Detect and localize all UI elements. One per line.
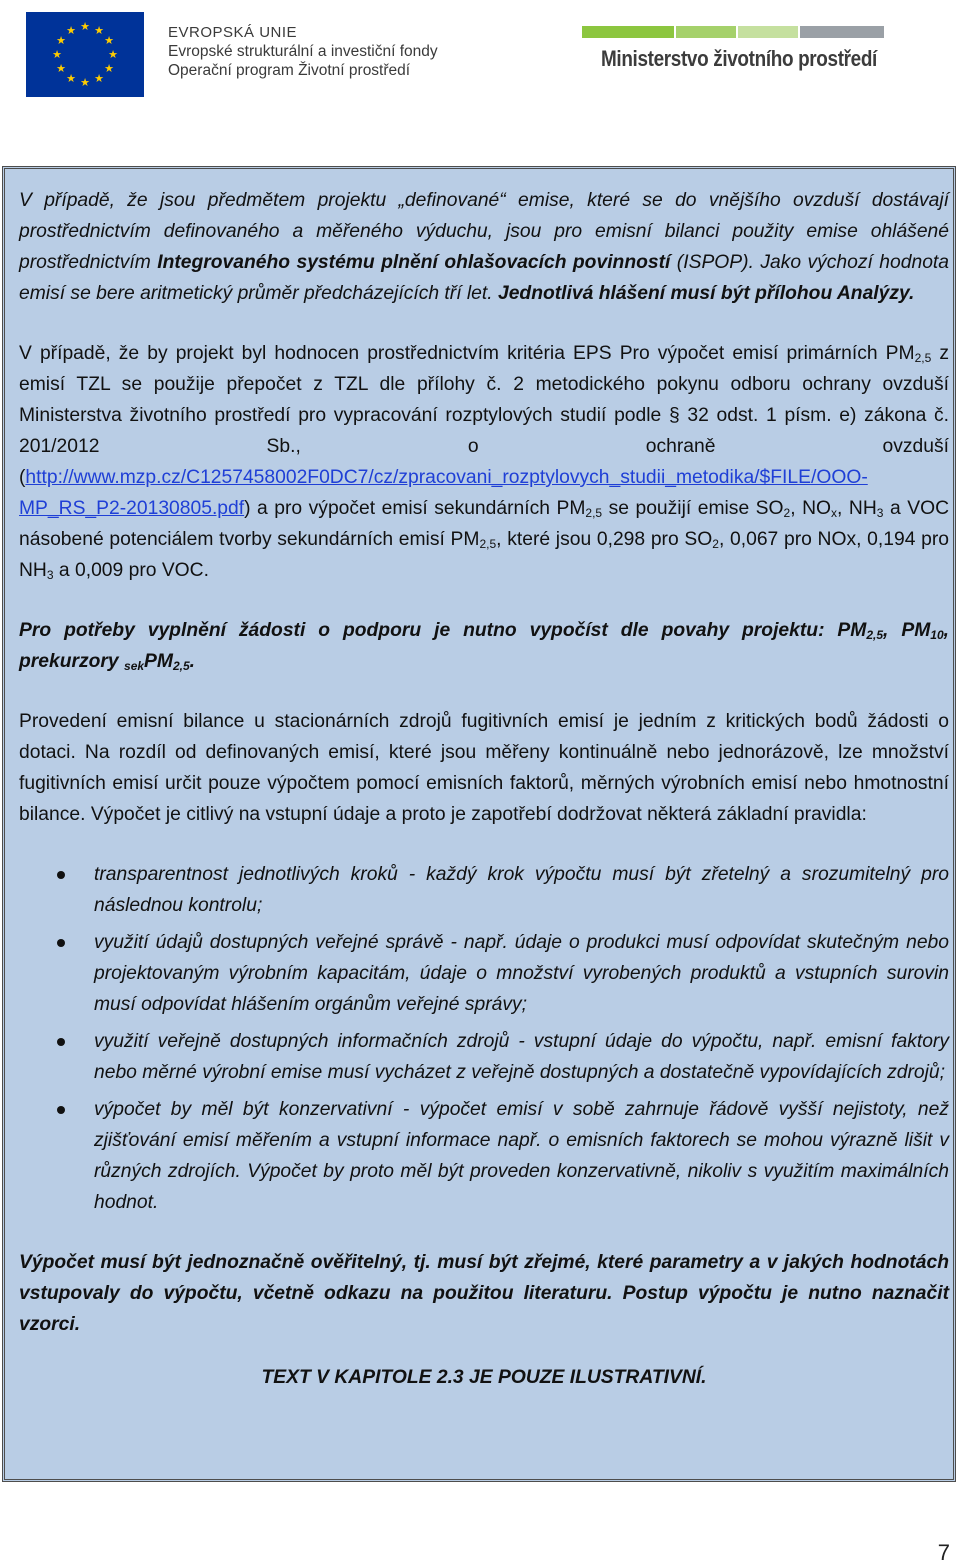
- p3-sub-2: 10: [930, 628, 944, 642]
- p2-sub-1: 2,5: [914, 351, 932, 365]
- svg-text:★: ★: [80, 76, 90, 89]
- eu-stars-icon: [26, 12, 144, 97]
- list-item: využití údajů dostupných veřejné správě - např. údaje o produkci musí odpovídat skutečným nebo projektovaným výrobním kapacitám, údaje o množství vyrobených produktů a vstupních surovin musí odpovídat hlášením orgánům veřejné správy;: [19, 927, 949, 1020]
- p1-bold-1: Integrovaného systému plnění ohlašovacích povinností: [157, 252, 671, 273]
- paragraph-2: [19, 338, 949, 586]
- list-item: výpočet by měl být konzervativní - výpočet emisí v sobě zahrnuje řádově vyšší nejistoty, než zjišťování emisí měřením a vstupní informace např. o emisních faktorech se mohou výrazně lišit v různých zdrojích. Výpočet by proto měl být proveden konzervativně, nikoliv s využitím maximálních hodnot.: [19, 1094, 949, 1218]
- p3-text-1: Pro potřeby vyplnění žádosti o podporu je nutno vypočíst dle povahy projektu: PM: [19, 620, 867, 641]
- svg-text:★: ★: [80, 20, 90, 33]
- paragraph-1: [19, 185, 949, 309]
- p2-text-3: ) a pro výpočet emisí sekundárních PM: [244, 498, 586, 519]
- p3-text-3: , prekurzory: [19, 620, 949, 672]
- p2-sub-4: x: [831, 506, 838, 520]
- p2-text-10: a 0,009 pro VOC.: [53, 560, 209, 581]
- p2-sub-3: 2: [783, 506, 791, 520]
- content-text: [19, 185, 949, 1422]
- eu-flag-logo: [26, 12, 144, 97]
- p3-text-2: , PM: [883, 620, 931, 641]
- p2-sub-2: 2,5: [585, 506, 603, 520]
- svg-text:★: ★: [94, 24, 104, 37]
- p2-text-9: , 0,067 pro NOx, 0,194 pro NH: [19, 529, 949, 581]
- p3-text-5: .: [189, 651, 196, 672]
- ministry-color-bars: [582, 26, 884, 38]
- p2-text-1: V případě, že by projekt byl hodnocen prostřednictvím kritéria EPS Pro výpočet emisí primárních PM: [19, 343, 915, 364]
- p3-text-4: PM: [144, 651, 173, 672]
- list-item: transparentnost jednotlivých kroků - každý krok výpočtu musí být zřetelný a srozumitelný pro následnou kontrolu;: [19, 859, 949, 921]
- p1-bold-2: Jednotlivá hlášení musí být přílohou Analýzy.: [497, 283, 915, 304]
- eu-line-3: Operační program Životní prostředí: [168, 62, 411, 79]
- list-item: využití veřejně dostupných informačních zdrojů - vstupní údaje do výpočtu, např. emisní faktory nebo měrné výrobní emise musí vycházet z veřejně dostupných a dostatečně vypovídajících zdrojů;: [19, 1026, 949, 1088]
- page-number: 7: [937, 1540, 950, 1565]
- p2-sub-5: 3: [876, 506, 884, 520]
- p3-sub-1: 2,5: [866, 628, 884, 642]
- rules-list: [19, 859, 949, 1218]
- svg-text:★: ★: [66, 24, 76, 37]
- p2-sub-7: 2: [712, 537, 719, 551]
- svg-text:★: ★: [94, 72, 104, 85]
- p2-text-5: , NO: [790, 498, 832, 519]
- illustrative-note: TEXT V KAPITOLE 2.3 JE POUZE ILUSTRATIVNÍ.: [261, 1367, 707, 1388]
- p2-sub-8: 3: [46, 568, 54, 582]
- paragraph-5: Výpočet musí být jednoznačně ověřitelný, tj. musí být zřejmé, které parametry a v jakých hodnotách vstupovaly do výpočtu, včetně odkazu na použitou literaturu. Postup výpočtu je nutno naznačit vzorci.: [19, 1252, 949, 1335]
- p2-text-7: a VOC násobené potenciálem tvorby sekundárních emisí PM: [19, 498, 949, 550]
- methodology-link[interactable]: http://www.mzp.cz/C1257458002F0DC7/cz/zpracovani_rozptylovych_studii_metodika/$FILE/OOO-MP_RS_P2-20130805.pdf: [19, 467, 868, 519]
- eu-text-block: [168, 24, 438, 80]
- p3-sub-3: sek: [124, 659, 145, 673]
- p2-sub-6: 2,5: [479, 537, 497, 551]
- svg-text:★: ★: [108, 48, 118, 61]
- p2-text-4: se použijí emise SO: [602, 498, 784, 519]
- p1-text-2: (ISPOP). Jako výchozí hodnota emisí se bere aritmetický průměr předcházejících tří let.: [19, 252, 949, 304]
- p3-sub-4: 2,5: [172, 659, 190, 673]
- svg-text:★: ★: [52, 48, 62, 61]
- paragraph-3: [19, 615, 949, 677]
- ministry-logo-text: Ministerstvo životního prostředí: [601, 46, 877, 71]
- svg-text:★: ★: [56, 62, 66, 75]
- content-box: [2, 166, 956, 1482]
- eu-line-1: EVROPSKÁ UNIE: [168, 24, 298, 41]
- p2-text-6: , NH: [837, 498, 877, 519]
- svg-text:★: ★: [66, 72, 76, 85]
- svg-text:★: ★: [56, 34, 66, 47]
- p1-text-1: V případě, že jsou předmětem projektu „definované“ emise, které se do vnějšího ovzduší dostávají prostřednictvím definovaného a měřeného výduchu, jsou pro emisní bilanci použity emise ohlášené prostřednictvím: [19, 190, 949, 273]
- p2-text-8: , které jsou 0,298 pro SO: [496, 529, 713, 550]
- svg-text:★: ★: [104, 34, 114, 47]
- eu-line-2: Evropské strukturální a investiční fondy: [168, 43, 438, 60]
- svg-text:★: ★: [104, 62, 114, 75]
- p2-text-2: z emisí TZL se použije přepočet z TZL dle přílohy č. 2 metodického pokynu odboru ochrany ovzduší Ministerstva životního prostředí pro vypracování rozptylových studií podle § 32 odst. 1 písm. e) zákona č. 201/2012 Sb., o ochraně ovzduší (: [19, 343, 949, 488]
- paragraph-4: Provedení emisní bilance u stacionárních zdrojů fugitivních emisí je jedním z kritických bodů žádosti o dotaci. Na rozdíl od definovaných emisí, které jsou měřeny kontinuálně nebo jednorázově, lze množství fugitivních emisí určit pouze výpočtem pomocí emisních faktorů, měrných výrobních emisí nebo hmotnostní bilance. Výpočet je citlivý na vstupní údaje a proto je zapotřebí dodržovat některá základní pravidla:: [19, 711, 949, 825]
